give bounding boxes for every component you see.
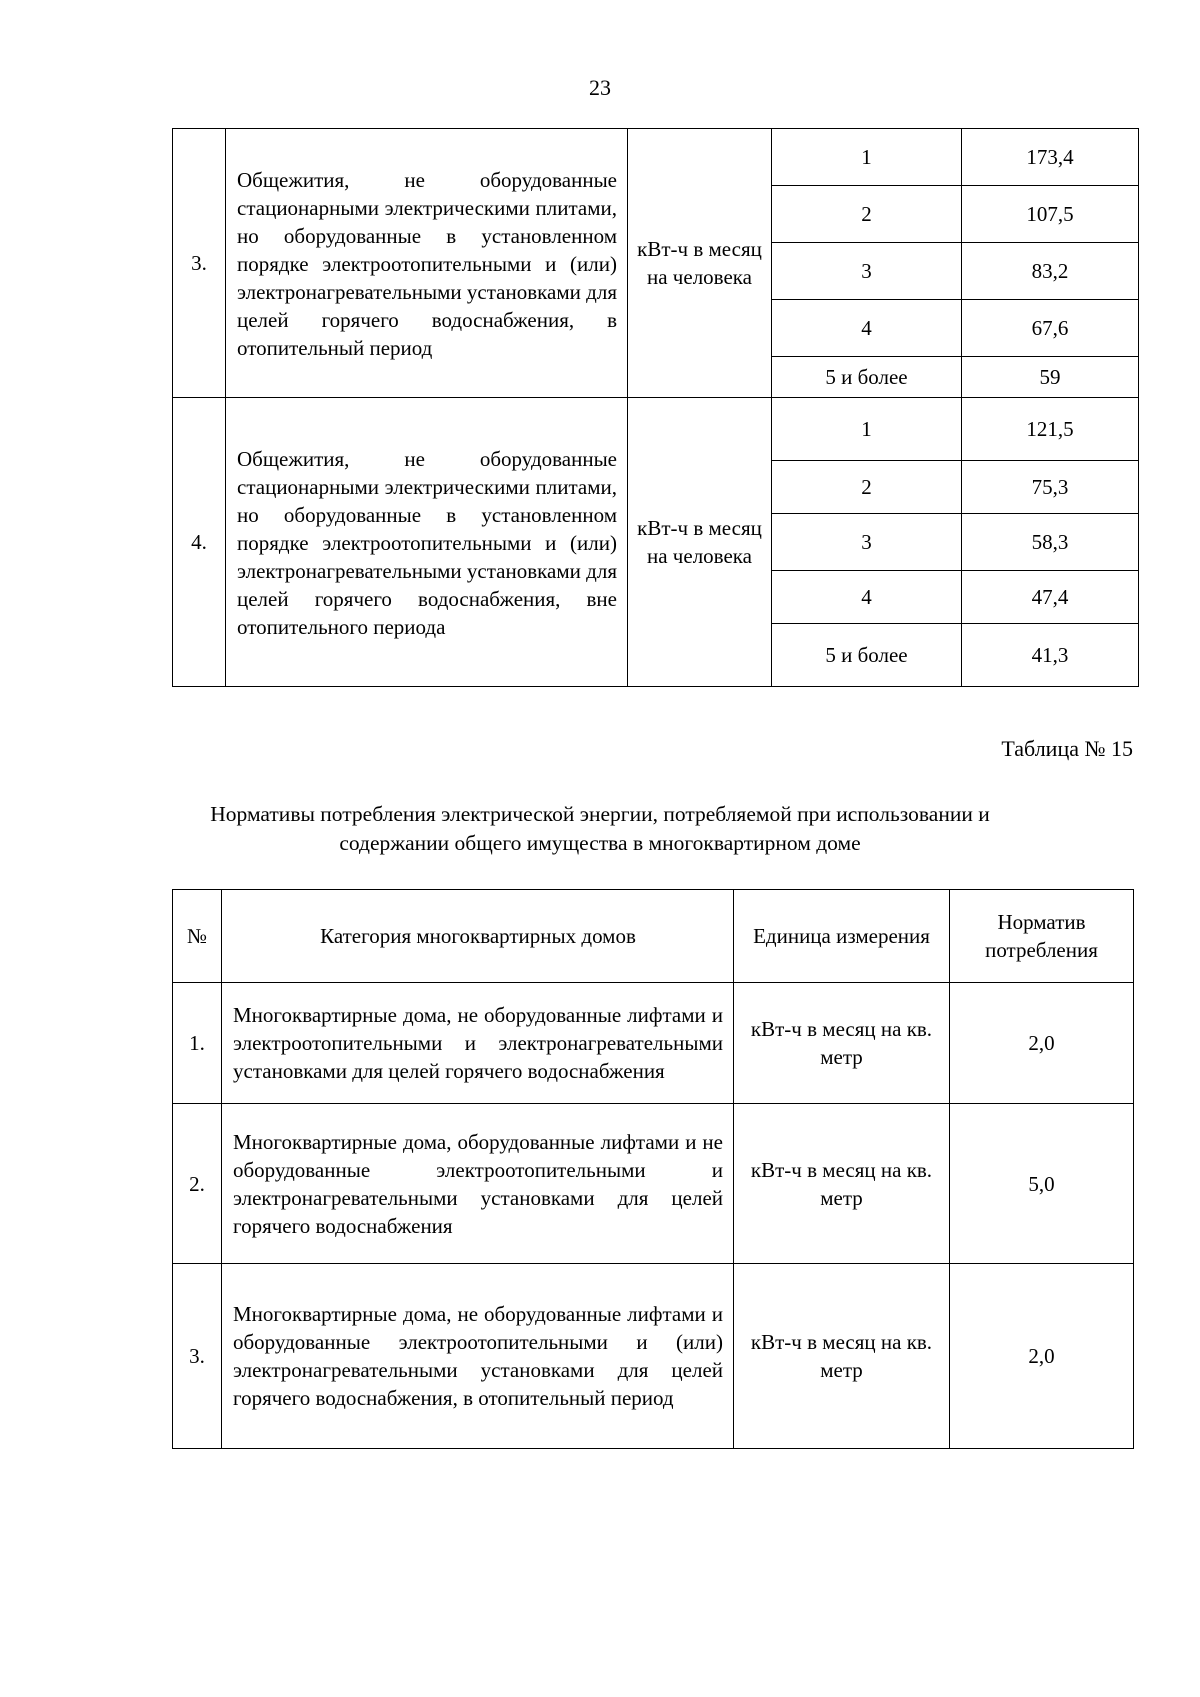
norm-value: 67,6 [962,300,1139,357]
caption-line: содержании общего имущества в многоквартирном доме [339,831,861,855]
residents-count: 1 [772,398,962,461]
row-number: 2. [173,1104,222,1264]
norm-value: 83,2 [962,243,1139,300]
row-unit: кВт-ч в месяц на кв. метр [734,1264,950,1449]
table-caption [100,800,1100,858]
table-row [173,1104,1134,1264]
row-description: Многоквартирные дома, оборудованные лифтами и не оборудованные электроотопительными и электронагревательными установками для целей горячего водоснабжения [222,1104,734,1264]
row-description: Многоквартирные дома, не оборудованные лифтами и оборудованные электроотопительными и (или) электронагревательными установками для целей горячего водоснабжения, в отопительный период [222,1264,734,1449]
row-number: 4. [173,398,226,687]
norm-value: 41,3 [962,624,1139,687]
norm-value: 58,3 [962,514,1139,571]
row-unit: кВт-ч в месяц на человека [628,398,772,687]
norm-value: 2,0 [950,1264,1134,1449]
header-number: № [173,890,222,983]
residents-count: 4 [772,571,962,624]
norm-value: 173,4 [962,129,1139,186]
norm-value: 107,5 [962,186,1139,243]
table-label: Таблица № 15 [1001,736,1133,761]
residents-count: 1 [772,129,962,186]
norm-value: 2,0 [950,983,1134,1104]
header-unit: Единица измерения [734,890,950,983]
norm-value: 75,3 [962,461,1139,514]
residents-count: 3 [772,243,962,300]
row-number: 3. [173,1264,222,1449]
page-number: 23 [589,75,611,100]
row-number: 3. [173,129,226,398]
residents-count: 4 [772,300,962,357]
residents-count: 5 и более [772,357,962,398]
consumption-table-common-property [172,889,1134,1449]
header-category: Категория многоквартирных домов [222,890,734,983]
table-row [173,398,1139,461]
table-row [173,983,1134,1104]
table-header-row [173,890,1134,983]
norm-value: 59 [962,357,1139,398]
norm-value: 47,4 [962,571,1139,624]
caption-line: Нормативы потребления электрической энергии, потребляемой при использовании и [210,802,990,826]
row-description: Многоквартирные дома, не оборудованные лифтами и электроотопительными и электронагревательными установками для целей горячего водоснабжения [222,983,734,1104]
residents-count: 5 и более [772,624,962,687]
row-description: Общежития, не оборудованные стационарными электрическими плитами, но оборудованные в установленном порядке электроотопительными и (или) электронагревательными установками для целей горячего водоснабжения, в отопительный период [226,129,628,398]
row-unit: кВт-ч в месяц на кв. метр [734,1104,950,1264]
residents-count: 3 [772,514,962,571]
header-norm: Норматив потребления [950,890,1134,983]
table-row [173,1264,1134,1449]
norm-value: 121,5 [962,398,1139,461]
residents-count: 2 [772,186,962,243]
row-unit: кВт-ч в месяц на кв. метр [734,983,950,1104]
row-description: Общежития, не оборудованные стационарными электрическими плитами, но оборудованные в установленном порядке электроотопительными и (или) электронагревательными установками для целей горячего водоснабжения, вне отопительного периода [226,398,628,687]
consumption-table-dormitories [172,128,1139,687]
norm-value: 5,0 [950,1104,1134,1264]
table-row [173,129,1139,186]
residents-count: 2 [772,461,962,514]
row-unit: кВт-ч в месяц на человека [628,129,772,398]
row-number: 1. [173,983,222,1104]
